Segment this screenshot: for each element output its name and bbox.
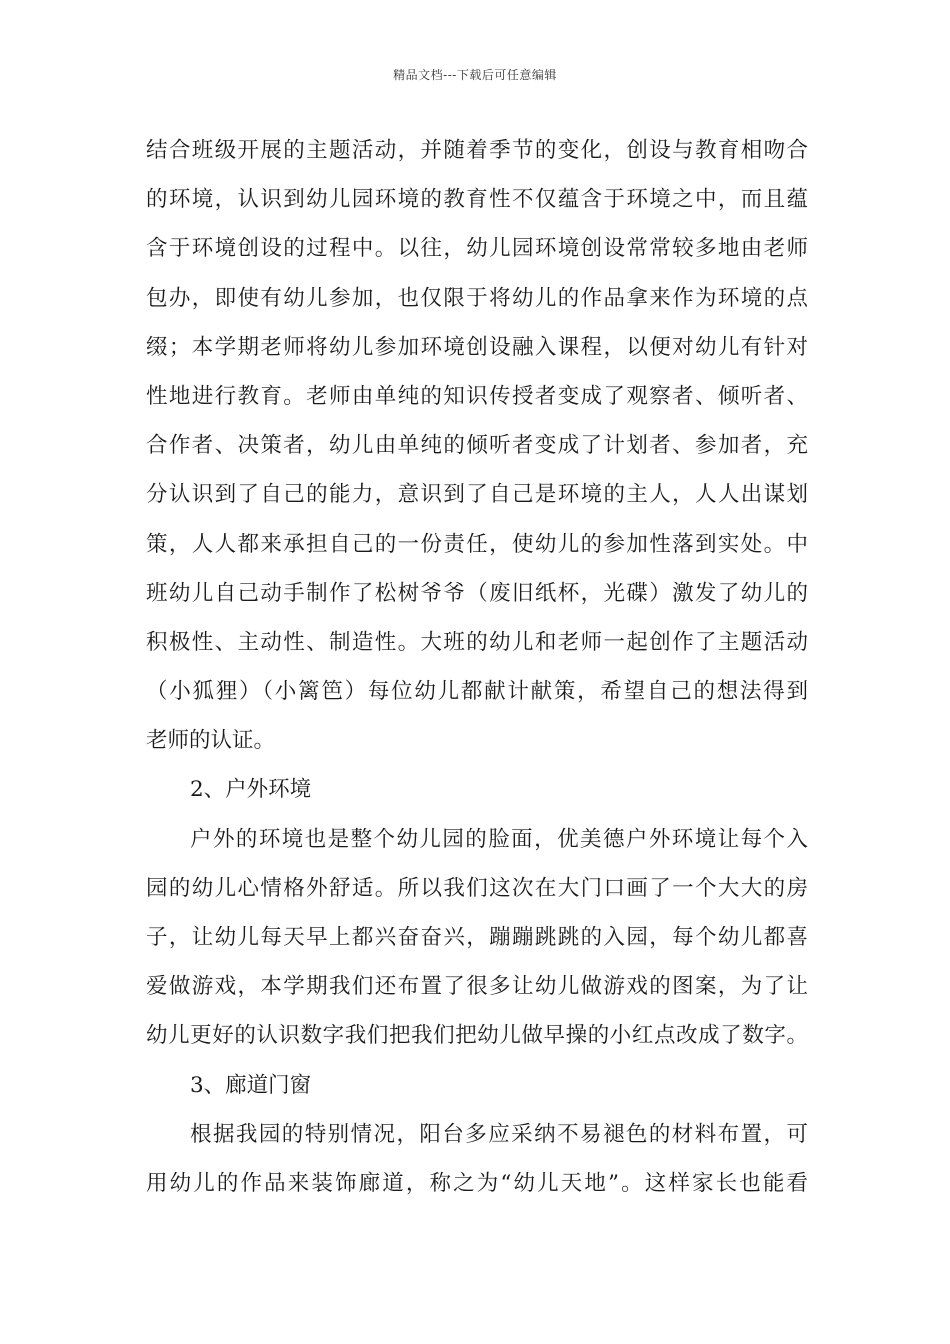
text-line: 爱做游戏，本学期我们还布置了很多让幼儿做游戏的图案，为了让 xyxy=(146,974,808,1000)
text-line: 户外的环境也是整个幼儿园的脸面，优美德户外环境让每个入 xyxy=(190,826,808,852)
text-line: 合作者、决策者，幼儿由单纯的倾听者变成了计划者、参加者，充 xyxy=(146,433,808,459)
text-line: 分认识到了自己的能力，意识到了自己是环境的主人，人人出谋划 xyxy=(146,482,808,508)
page-header: 精品文档---下载后可任意编辑 xyxy=(393,68,557,82)
text-line: 积极性、主动性、制造性。大班的幼儿和老师一起创作了主题活动 xyxy=(146,629,808,655)
text-line: 班幼儿自己动手制作了松树爷爷（废旧纸杯，光碟）激发了幼儿的 xyxy=(146,580,808,606)
text-line: 幼儿更好的认识数字我们把我们把幼儿做早操的小红点改成了数字。 xyxy=(146,1023,808,1049)
text-line: 性地进行教育。老师由单纯的知识传授者变成了观察者、倾听者、 xyxy=(146,383,808,409)
text-line: （小狐狸）（小篱笆）每位幼儿都献计献策，希望自己的想法得到 xyxy=(146,679,808,705)
text-line: 园的幼儿心情格外舒适。所以我们这次在大门口画了一个大大的房 xyxy=(146,875,808,901)
text-line: 子，让幼儿每天早上都兴奋奋兴，蹦蹦跳跳的入园，每个幼儿都喜 xyxy=(146,925,808,950)
text-line: 的环境，认识到幼儿园环境的教育性不仅蕴含于环境之中，而且蕴 xyxy=(146,187,808,213)
text-line: 根据我园的特别情况，阳台多应采纳不易褪色的材料布置，可 xyxy=(190,1121,808,1147)
text-line: 含于环境创设的过程中。以往，幼儿园环境创设常常较多地由老师 xyxy=(146,236,808,262)
section-heading-outdoor: 2、户外环境 xyxy=(190,777,312,803)
section-heading-corridor: 3、廊道门窗 xyxy=(190,1072,312,1098)
text-line: 老师的认证。 xyxy=(146,728,276,754)
document-body xyxy=(146,126,808,1208)
text-line: 包办，即使有幼儿参加，也仅限于将幼儿的作品拿来作为环境的点 xyxy=(146,285,808,311)
text-line: 策，人人都来承担自己的一份责任，使幼儿的参加性落到实处。中 xyxy=(146,531,808,557)
text-line: 结合班级开展的主题活动，并随着季节的变化，创设与教育相吻合 xyxy=(146,138,808,163)
text-line: 缀；本学期老师将幼儿参加环境创设融入课程，以便对幼儿有针对 xyxy=(146,334,808,360)
text-line: 用幼儿的作品来装饰廊道，称之为“幼儿天地”。这样家长也能看 xyxy=(146,1170,808,1196)
